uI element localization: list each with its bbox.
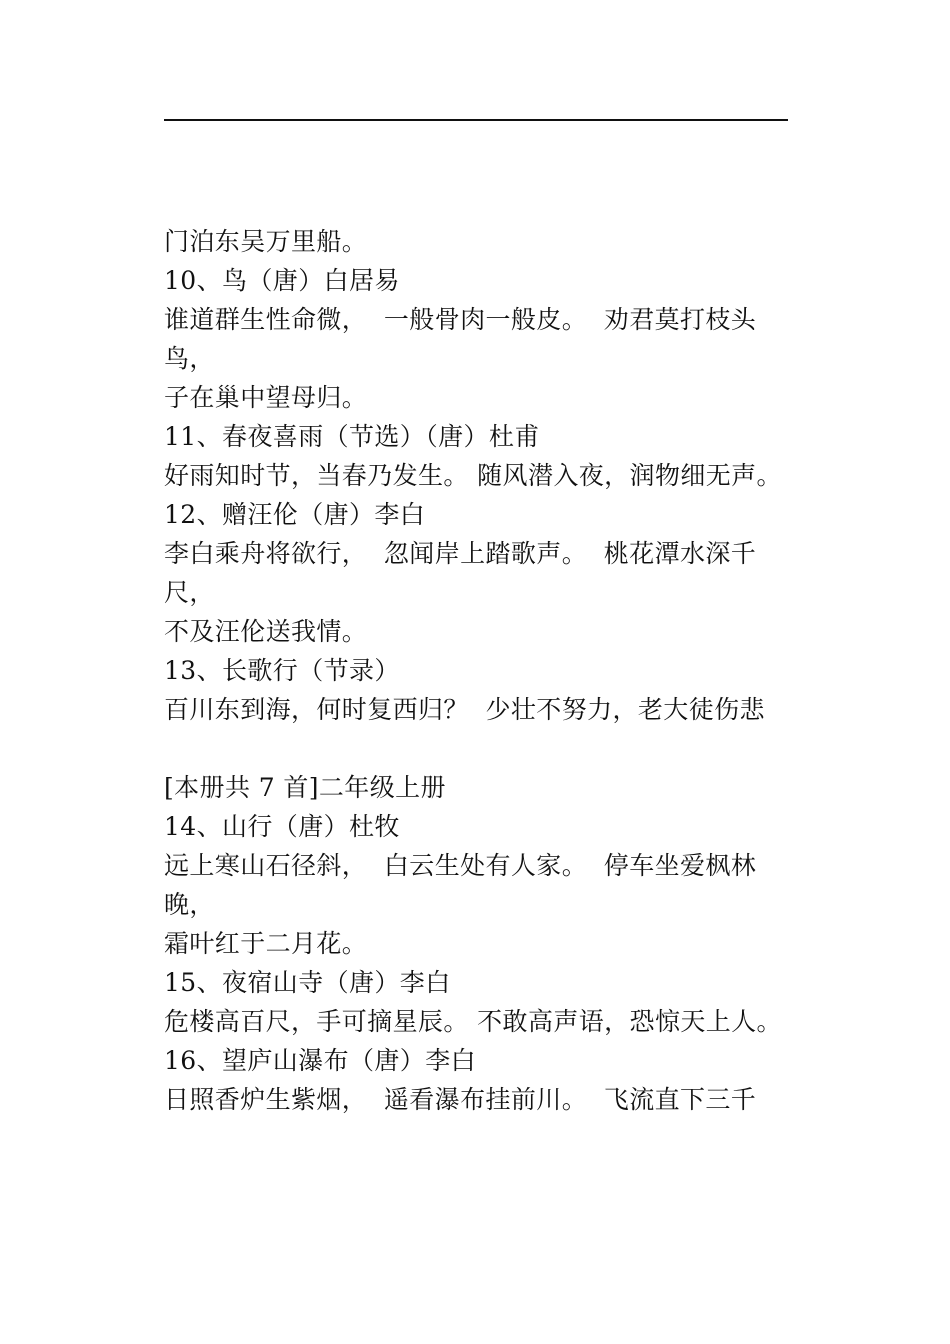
text-line: 晚，: [164, 890, 215, 919]
poem-title: 15、夜宿山寺（唐）李白: [164, 968, 451, 997]
text-line: 子在巢中望母归。: [164, 383, 368, 412]
poem-title: 12、赠汪伦（唐）李白: [164, 500, 426, 529]
text-line: 鸟，: [164, 344, 215, 373]
text-line: 门泊东吴万里船。: [164, 227, 368, 256]
text-line: 尺，: [164, 578, 215, 607]
text-line: 谁道群生性命微， 一般骨肉一般皮。 劝君莫打枝头: [164, 305, 757, 334]
text-line: 远上寒山石径斜， 白云生处有人家。 停车坐爱枫林: [164, 851, 757, 880]
text-line: 危楼高百尺，手可摘星辰。 不敢高声语，恐惊天上人。: [164, 1007, 782, 1036]
text-line: 百川东到海，何时复西归？ 少壮不努力，老大徒伤悲: [164, 695, 765, 724]
poem-title: 10、鸟（唐）白居易: [164, 266, 400, 295]
header-rule: [164, 119, 788, 121]
section-heading: [本册共 7 首]二年级上册: [164, 773, 446, 802]
poem-title: 16、望庐山瀑布（唐）李白: [164, 1046, 477, 1075]
blank-line: [164, 729, 794, 768]
document-body: [164, 222, 794, 1119]
text-line: 日照香炉生紫烟， 遥看瀑布挂前川。 飞流直下三千: [164, 1085, 757, 1114]
poem-title: 11、春夜喜雨（节选）（唐）杜甫: [164, 422, 540, 451]
poem-title: 13、长歌行（节录）: [164, 656, 400, 685]
poem-title: 14、山行（唐）杜牧: [164, 812, 400, 841]
text-line: 好雨知时节，当春乃发生。 随风潜入夜，润物细无声。: [164, 461, 782, 490]
text-line: 霜叶红于二月花。: [164, 929, 368, 958]
text-line: 李白乘舟将欲行， 忽闻岸上踏歌声。 桃花潭水深千: [164, 539, 757, 568]
text-line: 不及汪伦送我情。: [164, 617, 368, 646]
